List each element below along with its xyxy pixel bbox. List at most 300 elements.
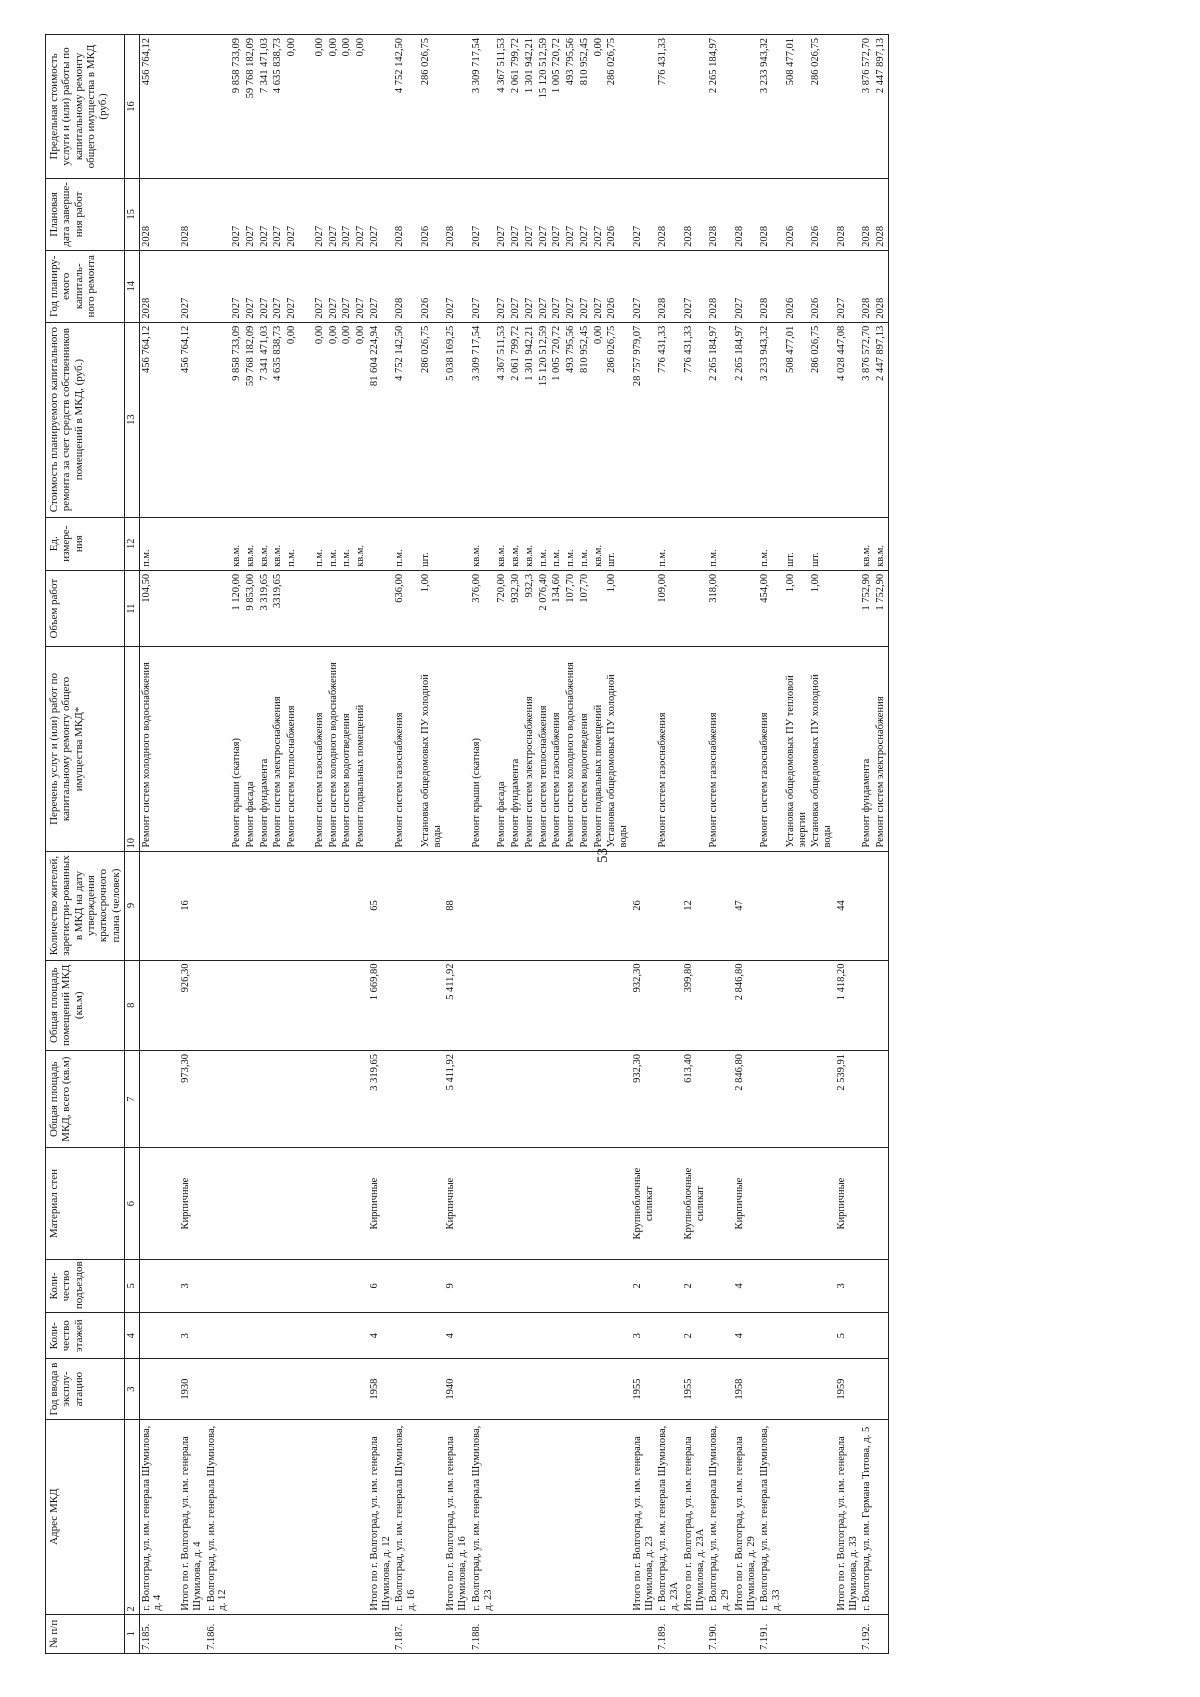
cell-total-area: 2 539,91 [835,1051,861,1148]
cell-max-price: 1 301 942,21 [523,35,537,179]
cell-unit [368,517,394,570]
table-row [809,35,835,1654]
cell-completion-year: 2027 [285,178,299,250]
cell-premises-area [578,960,592,1050]
cell-entrances-count [244,1259,258,1312]
cell-commission-year [564,1359,578,1419]
cell-residents-count [509,851,523,960]
cell-row-number: 7.189. [656,1614,682,1653]
cell-total-area [313,1051,327,1148]
cell-max-price: 3 876 572,70 [860,35,874,179]
cell-floors-count [299,1313,313,1359]
cell-work-type: Ремонт фундамента [509,647,523,851]
cell-row-number [578,1614,592,1653]
cell-residents-count [354,851,368,960]
cell-floors-count [656,1313,682,1359]
cell-repair-year: 2027 [179,250,205,322]
cell-work-volume: 107,70 [578,570,592,647]
cell-repair-cost: 2 265 184,97 [733,322,759,517]
cell-address: Итого по г. Волгоград, ул. им. генерала Шумилова, д. 33 [835,1419,861,1614]
cell-residents-count [258,851,272,960]
table-row [354,35,368,1654]
cell-work-type: Ремонт систем газоснабжения [707,647,733,851]
cell-completion-year: 2027 [537,178,551,250]
column-number: 10 [124,647,139,851]
cell-max-price: 0,00 [354,35,368,179]
cell-total-area [470,1051,496,1148]
cell-completion-year: 2028 [758,178,784,250]
cell-residents-count [537,851,551,960]
cell-row-number [258,1614,272,1653]
cell-unit: п.м. [139,517,165,570]
cell-floors-count [470,1313,496,1359]
cell-work-type: Ремонт систем электроснабжения [523,647,537,851]
spacer-row [299,35,313,1654]
cell-wall-material [564,1148,578,1259]
column-header: Предельная стоимость услуги и (или) работы по капитальному ремонту общего имущества в МКД (руб.) [46,35,125,179]
cell-residents-count [809,851,835,960]
cell-commission-year [354,1359,368,1419]
cell-wall-material [327,1148,341,1259]
table-row [244,35,258,1654]
cell-completion-year: 2028 [139,178,165,250]
cell-premises-area [354,960,368,1050]
cell-residents-count [564,851,578,960]
cell-repair-cost: 5 038 169,25 [444,322,470,517]
cell-address [509,1419,523,1614]
column-header: Плановая дата заверше-ния работ [46,178,125,250]
cell-row-number [509,1614,523,1653]
cell-floors-count [327,1313,341,1359]
cell-entrances-count [299,1259,313,1312]
cell-entrances-count [340,1259,354,1312]
cell-premises-area: 932,30 [631,960,657,1050]
cell-max-price: 2 447 897,13 [874,35,888,179]
cell-work-type: Ремонт систем теплоснабжения [537,647,551,851]
cell-work-volume: 3319,65 [271,570,285,647]
table-row [656,35,682,1654]
cell-work-volume [299,570,313,647]
cell-floors-count [495,1313,509,1359]
cell-premises-area [509,960,523,1050]
cell-completion-year: 2027 [368,178,394,250]
cell-completion-year: 2027 [592,178,606,250]
cell-entrances-count [523,1259,537,1312]
column-header: Год планиру-емого капиталь-ного ремонта [46,250,125,322]
cell-unit: шт. [419,517,445,570]
cell-address [592,1419,606,1614]
cell-wall-material [205,1148,231,1259]
table-row [205,35,231,1654]
cell-wall-material: Кирпичные [733,1148,759,1259]
cell-row-number [835,1614,861,1653]
cell-premises-area [299,960,313,1050]
cell-repair-cost: 0,00 [340,322,354,517]
cell-unit: п.м. [564,517,578,570]
cell-premises-area [707,960,733,1050]
cell-wall-material: Кирпичные [835,1148,861,1259]
cell-work-volume: 9 853,00 [244,570,258,647]
cell-floors-count [860,1313,874,1359]
cell-commission-year [578,1359,592,1419]
cell-total-area: 5 411,92 [444,1051,470,1148]
table-row [285,35,299,1654]
cell-residents-count [205,851,231,960]
column-header: Ед. измере-ния [46,517,125,570]
cell-premises-area [809,960,835,1050]
cell-work-type [299,647,313,851]
cell-repair-year: 2027 [271,250,285,322]
cell-address [271,1419,285,1614]
cell-entrances-count [327,1259,341,1312]
cell-row-number [354,1614,368,1653]
cell-unit: кв.м. [495,517,509,570]
cell-residents-count [550,851,564,960]
column-number: 1 [124,1614,139,1653]
cell-repair-year: 2027 [444,250,470,322]
cell-entrances-count [393,1259,419,1312]
cell-address [564,1419,578,1614]
cell-residents-count [874,851,888,960]
cell-row-number [537,1614,551,1653]
cell-wall-material [656,1148,682,1259]
cell-completion-year: 2027 [327,178,341,250]
cell-max-price: 4 367 511,53 [495,35,509,179]
cell-repair-year: 2028 [860,250,874,322]
cell-repair-cost: 456 764,12 [179,322,205,517]
cell-completion-year: 2028 [656,178,682,250]
cell-residents-count [244,851,258,960]
cell-work-type [165,647,179,851]
cell-entrances-count [758,1259,784,1312]
cell-work-type: Ремонт систем газоснабжения [550,647,564,851]
cell-repair-year: 2027 [495,250,509,322]
cell-repair-year [165,250,179,322]
cell-wall-material: Крупноблочные силикат [682,1148,708,1259]
cell-work-type: Ремонт систем теплоснабжения [285,647,299,851]
column-header: Адрес МКД [46,1419,125,1614]
table-row [605,35,631,1654]
cell-wall-material [313,1148,327,1259]
table-row [230,35,244,1654]
cell-floors-count: 4 [368,1313,394,1359]
cell-wall-material [299,1148,313,1259]
cell-row-number [299,1614,313,1653]
cell-premises-area: 1 418,20 [835,960,861,1050]
cell-commission-year [470,1359,496,1419]
column-number: 2 [124,1419,139,1614]
table-row [509,35,523,1654]
cell-residents-count [784,851,810,960]
cell-floors-count [313,1313,327,1359]
cell-unit: кв.м. [470,517,496,570]
cell-floors-count [165,1313,179,1359]
cell-residents-count [523,851,537,960]
cell-completion-year: 2026 [784,178,810,250]
cell-address: Итого по г. Волгоград, ул. им. генерала Шумилова, д. 16 [444,1419,470,1614]
cell-floors-count [230,1313,244,1359]
cell-address [244,1419,258,1614]
cell-wall-material [809,1148,835,1259]
cell-address: Итого по г. Волгоград, ул. им. генерала Шумилова, д. 23 [631,1419,657,1614]
cell-commission-year [605,1359,631,1419]
cell-repair-cost: 2 061 799,72 [509,322,523,517]
cell-entrances-count [509,1259,523,1312]
cell-commission-year [313,1359,327,1419]
cell-unit: кв.м. [244,517,258,570]
cell-repair-cost: 456 764,12 [139,322,165,517]
cell-max-price [631,35,657,179]
cell-work-volume: 720,00 [495,570,509,647]
cell-entrances-count [809,1259,835,1312]
cell-completion-year: 2028 [444,178,470,250]
cell-commission-year [592,1359,606,1419]
cell-max-price: 7 341 471,03 [258,35,272,179]
cell-entrances-count [419,1259,445,1312]
cell-total-area [509,1051,523,1148]
cell-work-type [368,647,394,851]
cell-floors-count [707,1313,733,1359]
table-row [368,35,394,1654]
cell-row-number [631,1614,657,1653]
column-header: Год ввода в эксплу-атацию [46,1359,125,1419]
cell-total-area [550,1051,564,1148]
cell-total-area [139,1051,165,1148]
cell-repair-cost: 28 757 979,07 [631,322,657,517]
cell-work-type: Установка общедомовых ПУ холодной воды [809,647,835,851]
cell-commission-year [165,1359,179,1419]
cell-max-price [682,35,708,179]
cell-completion-year: 2028 [860,178,874,250]
cell-premises-area [327,960,341,1050]
cell-wall-material [393,1148,419,1259]
cell-wall-material [592,1148,606,1259]
cell-address: г. Волгоград, ул. им. генерала Шумилова, д. 12 [205,1419,231,1614]
cell-total-area [495,1051,509,1148]
cell-entrances-count [165,1259,179,1312]
cell-wall-material [419,1148,445,1259]
cell-work-volume [165,570,179,647]
cell-work-type [205,647,231,851]
cell-unit: п.м. [707,517,733,570]
cell-work-volume: 318,00 [707,570,733,647]
cell-unit: кв.м. [271,517,285,570]
cell-address [874,1419,888,1614]
cell-commission-year [230,1359,244,1419]
cell-address [299,1419,313,1614]
cell-work-type: Ремонт систем газоснабжения [393,647,419,851]
cell-unit: п.м. [327,517,341,570]
cell-unit: кв.м. [230,517,244,570]
table-row [707,35,733,1654]
cell-premises-area [139,960,165,1050]
cell-repair-cost: 7 341 471,03 [258,322,272,517]
cell-premises-area [564,960,578,1050]
table-body [139,35,888,1654]
cell-residents-count [313,851,327,960]
cell-work-volume [835,570,861,647]
cell-residents-count [707,851,733,960]
cell-row-number [271,1614,285,1653]
cell-residents-count: 12 [682,851,708,960]
cell-floors-count [139,1313,165,1359]
cell-residents-count [419,851,445,960]
cell-work-type [444,647,470,851]
cell-max-price [444,35,470,179]
cell-address [327,1419,341,1614]
cell-entrances-count [605,1259,631,1312]
column-number-row [124,35,139,1654]
cell-max-price: 810 952,45 [578,35,592,179]
cell-row-number [230,1614,244,1653]
cell-entrances-count [537,1259,551,1312]
cell-unit: шт. [784,517,810,570]
cell-address: г. Волгоград, ул. им. генерала Шумилова, д. 16 [393,1419,419,1614]
cell-commission-year [419,1359,445,1419]
cell-max-price [835,35,861,179]
cell-repair-cost: 4 367 511,53 [495,322,509,517]
cell-total-area [340,1051,354,1148]
cell-entrances-count [271,1259,285,1312]
table-row [139,35,165,1654]
column-header: Количество жителей, зарегистри-рованных в МКД на дату утверждения краткосрочного плана (человек) [46,851,125,960]
cell-repair-cost [205,322,231,517]
column-header: Перечень услуг и (или) работ по капитальному ремонту общего имущества МКД* [46,647,125,851]
cell-premises-area [537,960,551,1050]
column-number: 16 [124,35,139,179]
cell-entrances-count [707,1259,733,1312]
cell-premises-area [523,960,537,1050]
cell-floors-count [205,1313,231,1359]
cell-floors-count [784,1313,810,1359]
cell-work-volume [313,570,327,647]
cell-commission-year [205,1359,231,1419]
cell-total-area [393,1051,419,1148]
cell-premises-area [258,960,272,1050]
cell-address: г. Волгоград, ул. им. генерала Шумилова, д. 4 [139,1419,165,1614]
cell-commission-year: 1930 [179,1359,205,1419]
cell-unit: шт. [605,517,631,570]
cell-repair-year: 2026 [419,250,445,322]
cell-max-price: 4 752 142,50 [393,35,419,179]
cell-max-price: 776 431,33 [656,35,682,179]
cell-wall-material [258,1148,272,1259]
cell-premises-area [605,960,631,1050]
column-header: Коли-чество этажей [46,1313,125,1359]
column-header: Коли-чество подъездов [46,1259,125,1312]
cell-residents-count: 47 [733,851,759,960]
cell-row-number: 7.186. [205,1614,231,1653]
cell-residents-count: 16 [179,851,205,960]
cell-floors-count [809,1313,835,1359]
cell-total-area [578,1051,592,1148]
cell-repair-cost: 776 431,33 [682,322,708,517]
cell-work-volume: 107,70 [564,570,578,647]
cell-floors-count [258,1313,272,1359]
cell-work-type: Ремонт крыши (скатная) [230,647,244,851]
cell-unit [733,517,759,570]
cell-commission-year: 1959 [835,1359,861,1419]
cell-repair-cost: 3 309 717,54 [470,322,496,517]
cell-repair-year: 2027 [354,250,368,322]
cell-total-area: 2 846,80 [733,1051,759,1148]
cell-address: Итого по г. Волгоград, ул. им. генерала Шумилова, д. 23А [682,1419,708,1614]
cell-unit: п.м. [537,517,551,570]
cell-max-price [205,35,231,179]
cell-floors-count [419,1313,445,1359]
cell-work-volume [444,570,470,647]
cell-unit: п.м. [758,517,784,570]
cell-repair-cost [165,322,179,517]
cell-premises-area [244,960,258,1050]
cell-repair-year [205,250,231,322]
cell-work-type [631,647,657,851]
cell-premises-area: 926,30 [179,960,205,1050]
cell-premises-area [340,960,354,1050]
cell-row-number [495,1614,509,1653]
column-number: 8 [124,960,139,1050]
cell-repair-cost: 4 028 447,08 [835,322,861,517]
cell-unit [444,517,470,570]
cell-work-volume: 2 076,40 [537,570,551,647]
cell-work-volume [368,570,394,647]
cell-premises-area [784,960,810,1050]
cell-floors-count [564,1313,578,1359]
cell-max-price [733,35,759,179]
cell-row-number [605,1614,631,1653]
cell-max-price: 508 477,01 [784,35,810,179]
cell-commission-year [874,1359,888,1419]
cell-address [258,1419,272,1614]
cell-completion-year: 2027 [230,178,244,250]
cell-max-price: 9 858 733,09 [230,35,244,179]
table-row [578,35,592,1654]
cell-repair-cost: 2 447 897,13 [874,322,888,517]
cell-residents-count [470,851,496,960]
cell-address [537,1419,551,1614]
cell-work-type: Ремонт систем газоснабжения [313,647,327,851]
cell-repair-year: 2027 [537,250,551,322]
cell-wall-material [495,1148,509,1259]
cell-completion-year: 2028 [835,178,861,250]
cell-floors-count [271,1313,285,1359]
cell-repair-year: 2028 [707,250,733,322]
cell-completion-year: 2027 [271,178,285,250]
table-row [523,35,537,1654]
cell-work-type: Ремонт систем газоснабжения [656,647,682,851]
cell-commission-year [327,1359,341,1419]
cell-completion-year: 2026 [419,178,445,250]
cell-row-number [340,1614,354,1653]
column-number: 5 [124,1259,139,1312]
cell-completion-year: 2027 [340,178,354,250]
cell-premises-area: 2 846,80 [733,960,759,1050]
cell-completion-year: 2028 [179,178,205,250]
table-row [550,35,564,1654]
cell-total-area [258,1051,272,1148]
cell-max-price: 286 026,75 [605,35,631,179]
cell-residents-count [299,851,313,960]
cell-row-number [682,1614,708,1653]
cell-total-area [564,1051,578,1148]
cell-completion-year: 2027 [354,178,368,250]
cell-floors-count [578,1313,592,1359]
cell-repair-year: 2026 [605,250,631,322]
cell-work-volume: 636,00 [393,570,419,647]
cell-address [313,1419,327,1614]
column-header: Стоимость планируемого капитального ремонта за счет средств собственников помещений в МКД, (руб.) [46,322,125,517]
cell-wall-material [165,1148,179,1259]
